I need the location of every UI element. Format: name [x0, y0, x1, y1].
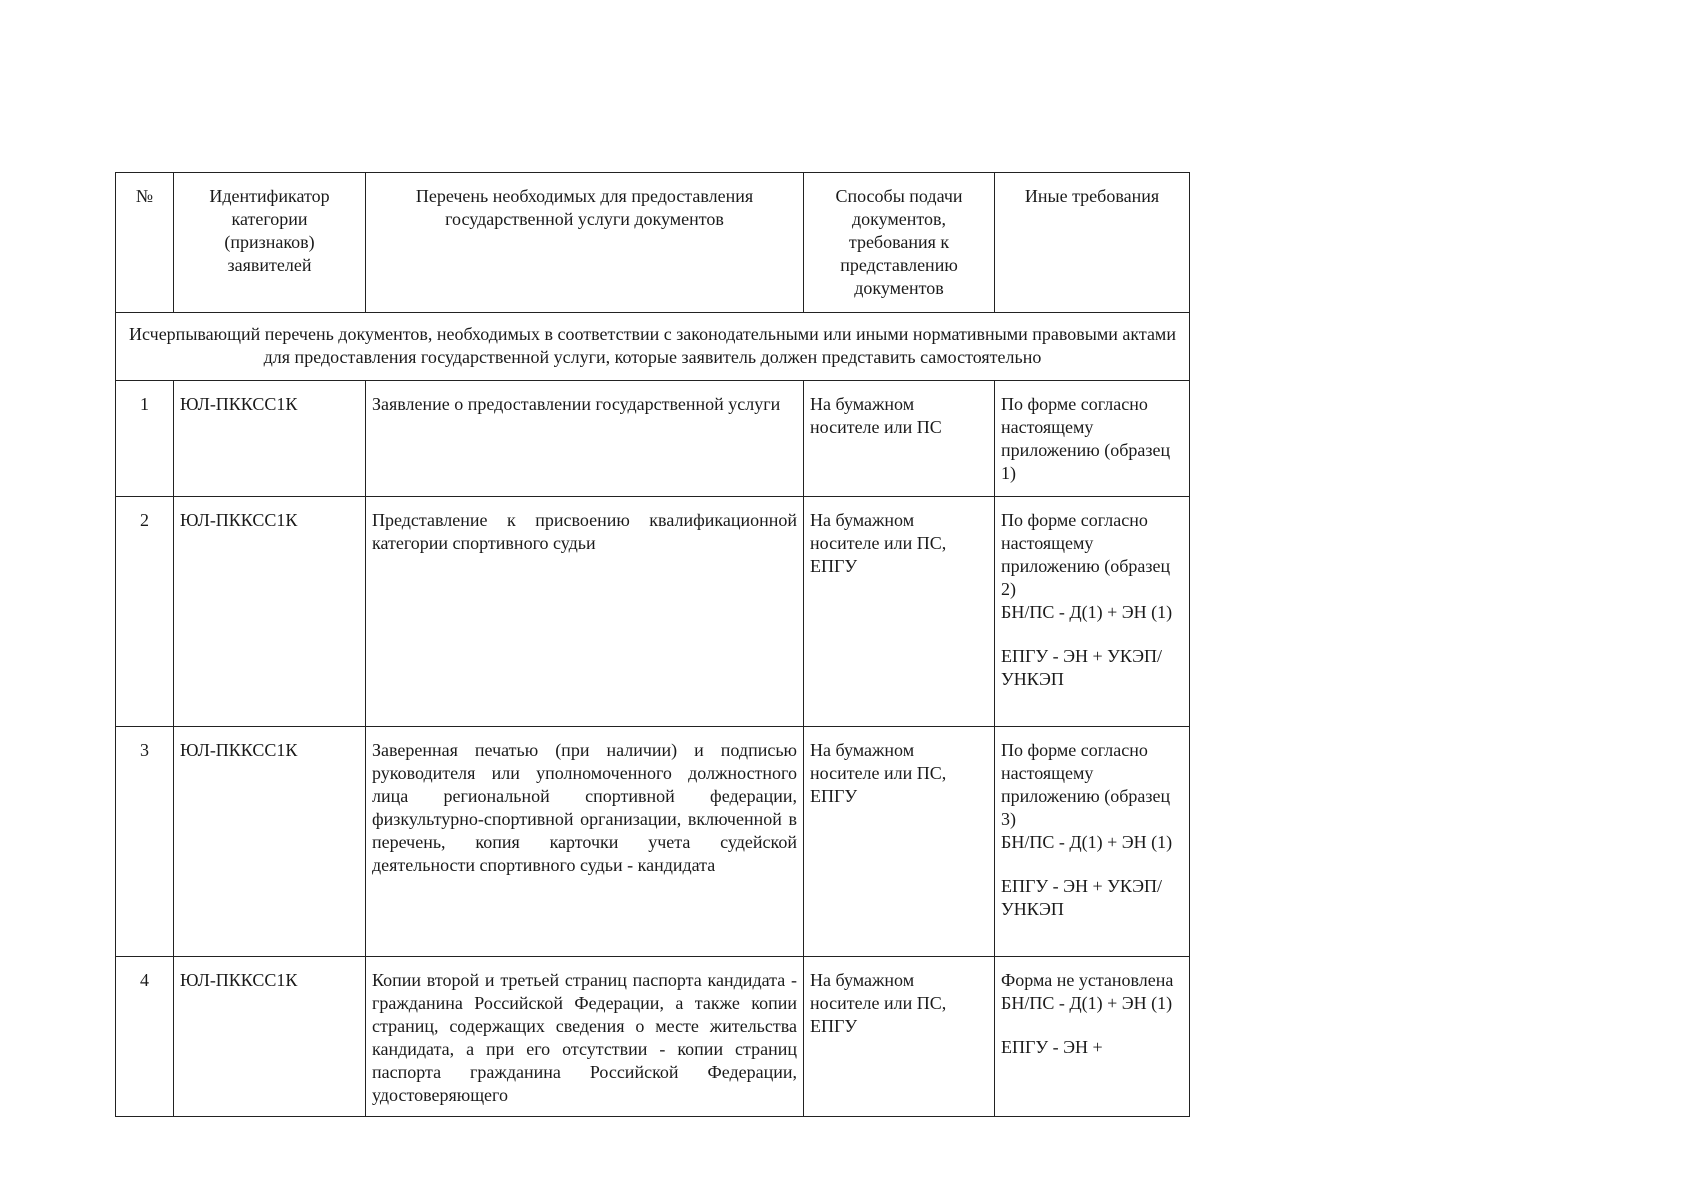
row-method: На бумажном носителе или ПС — [804, 381, 995, 497]
header-methods: Способы подачи документов, требования к представлению документов — [804, 173, 995, 313]
row-document: Заверенная печатью (при наличии) и подписью руководителя или уполномоченного должностного лица региональной спортивной федерации, физкультурно-спортивной организации, включенной в перечень, копия карточки учета судейской деятельности спортивного судьи - кандидата — [366, 727, 804, 957]
section-row — [116, 313, 1190, 381]
table-row — [116, 381, 1190, 497]
requirement-paper: БН/ПС - Д(1) + ЭН (1) — [1001, 832, 1173, 852]
requirement-epgu: ЕПГУ - ЭН + — [1001, 1037, 1103, 1057]
row-number: 1 — [116, 381, 174, 497]
row-method: На бумажном носителе или ПС, ЕПГУ — [804, 957, 995, 1117]
row-requirements — [995, 497, 1190, 727]
requirement-paper: БН/ПС - Д(1) + ЭН (1) — [1001, 602, 1173, 622]
section-title: Исчерпывающий перечень документов, необходимых в соответствии с законодательными или иными нормативными правовыми актами для предоставления государственной услуги, которые заявитель должен представить самостоятельно — [116, 313, 1190, 381]
row-number: 2 — [116, 497, 174, 727]
header-documents: Перечень необходимых для предоставления государственной услуги документов — [366, 173, 804, 313]
table-row — [116, 727, 1190, 957]
header-category: Идентификатор категории (признаков) заявителей — [174, 173, 366, 313]
requirement-form: По форме согласно настоящему приложению (образец 2) — [1001, 510, 1171, 599]
table-row — [116, 957, 1190, 1117]
row-category: ЮЛ-ПККСС1К — [174, 381, 366, 497]
spacer — [1001, 854, 1183, 875]
header-other-requirements: Иные требования — [995, 173, 1190, 313]
row-category: ЮЛ-ПККСС1К — [174, 497, 366, 727]
row-requirements — [995, 727, 1190, 957]
requirement-epgu: ЕПГУ - ЭН + УКЭП/УНКЭП — [1001, 646, 1163, 689]
row-requirements — [995, 381, 1190, 497]
requirement-form: Форма не установлена — [1001, 970, 1174, 990]
row-document: Копии второй и третьей страниц паспорта кандидата - гражданина Российской Федерации, а также копии страниц, содержащих сведения о месте жительства кандидата, а при его отсутствии - копии страниц паспорта гражданина Российской Федерации, удостоверяющего — [366, 957, 804, 1117]
row-category: ЮЛ-ПККСС1К — [174, 957, 366, 1117]
spacer — [1001, 624, 1183, 645]
table-row — [116, 497, 1190, 727]
requirement-epgu: ЕПГУ - ЭН + УКЭП/УНКЭП — [1001, 876, 1163, 919]
row-category: ЮЛ-ПККСС1К — [174, 727, 366, 957]
header-number: № — [116, 173, 174, 313]
row-method: На бумажном носителе или ПС, ЕПГУ — [804, 727, 995, 957]
spacer — [1001, 1015, 1183, 1036]
requirement-form: По форме согласно настоящему приложению (образец 1) — [1001, 394, 1171, 483]
requirement-paper: БН/ПС - Д(1) + ЭН (1) — [1001, 993, 1173, 1013]
row-number: 4 — [116, 957, 174, 1117]
row-document: Заявление о предоставлении государственной услуги — [366, 381, 804, 497]
row-requirements — [995, 957, 1190, 1117]
header-row — [116, 173, 1190, 313]
row-method: На бумажном носителе или ПС, ЕПГУ — [804, 497, 995, 727]
documents-table — [115, 172, 1190, 1117]
row-number: 3 — [116, 727, 174, 957]
row-document: Представление к присвоению квалификационной категории спортивного судьи — [366, 497, 804, 727]
requirement-form: По форме согласно настоящему приложению (образец 3) — [1001, 740, 1171, 829]
